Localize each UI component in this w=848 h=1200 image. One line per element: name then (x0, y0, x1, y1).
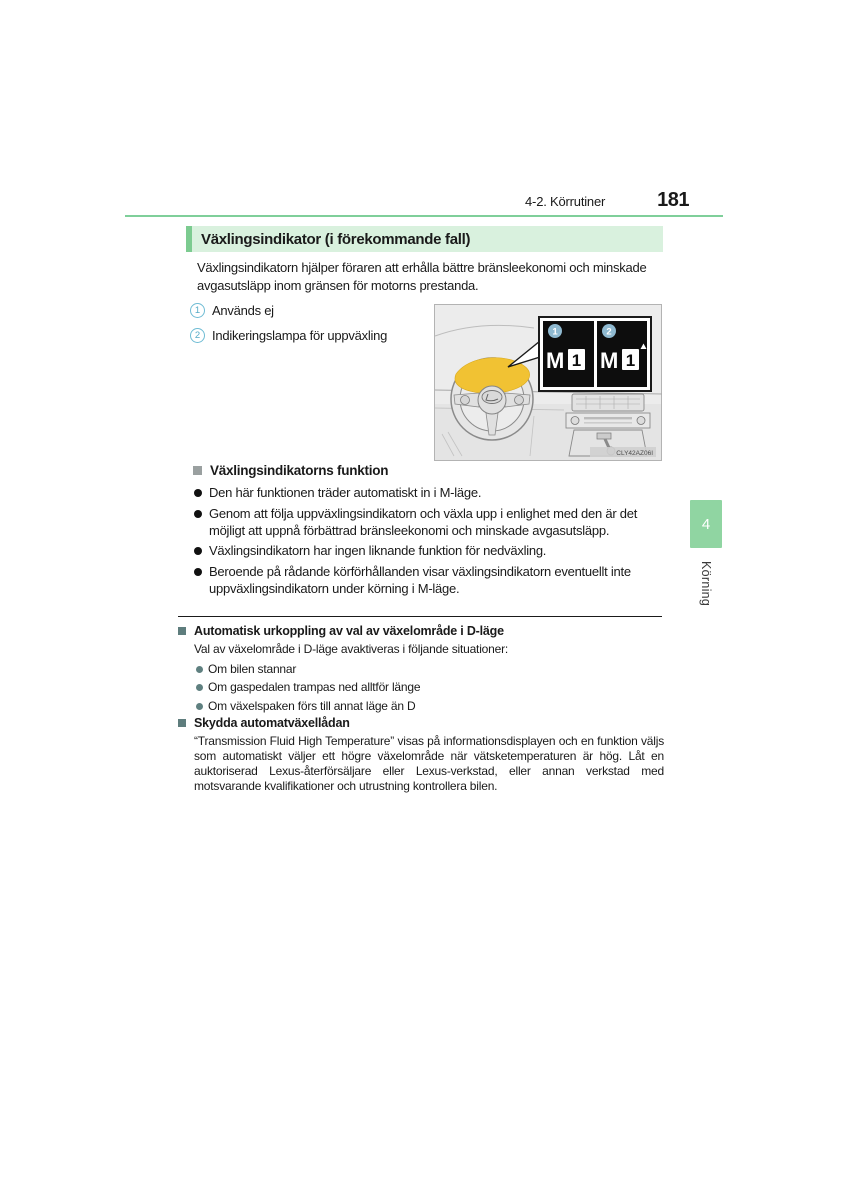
figure-callout-number-1: 1 (552, 326, 558, 338)
bullet-item: Genom att följa uppväxlingsindikatorn och växla upp i enlighet med den är det möjligt att uppnå förbättrad bränsleekonomi och minskade avgasutsläpp. (193, 505, 663, 539)
display-left-letter: M (546, 348, 565, 373)
chapter-tab (690, 500, 722, 548)
legend-text-1: Används ej (212, 303, 274, 318)
steering-wheel (451, 358, 533, 440)
lexus-emblem (482, 391, 502, 404)
chapter-number: 4 (701, 515, 711, 533)
shift-indicator-callout (539, 317, 651, 391)
section-2-bullet-list (178, 662, 664, 714)
bullet-item: Växlingsindikatorn har ingen liknande funktion för nedväxling. (193, 542, 663, 559)
section-3-heading: Skydda automatväxellådan (178, 716, 664, 730)
dashboard-figure-svg (434, 304, 662, 461)
section-protect-transmission (178, 716, 664, 794)
figure-image-code: CLY42AZ06I (616, 449, 653, 457)
display-right-letter: M (600, 348, 619, 373)
display-right-gear: 1 (625, 351, 636, 370)
bullet-item: Om växelspaken förs till annat läge än D (196, 699, 664, 714)
section-2-heading: Automatisk urkoppling av val av växelområde i D-läge (178, 624, 664, 638)
center-console (566, 394, 650, 456)
bullet-item: Den här funktionen träder automatiskt in i M-läge. (193, 484, 663, 501)
circled-number-1: 1 (190, 303, 205, 318)
page-number: 181 (657, 189, 689, 211)
section-1-bullet-list (193, 484, 663, 597)
bullet-item: Beroende på rådande körförhållanden visar växlingsindikatorn eventuellt inte uppväxlingsindikatorn under körning i M-läge. (193, 563, 663, 597)
header-rule (125, 215, 723, 217)
section-title: Växlingsindikator (i förekommande fall) (201, 230, 471, 248)
section-auto-deactivation (178, 624, 664, 717)
section-shift-indicator-function (193, 463, 663, 600)
section-3-body: “Transmission Fluid High Temperature” visas på informationsdisplayen och en funktion väljs som automatiskt väljer ett högre växelområde när vätsketemperaturen är hög. Låt en auktoriserad Lexus-återförsäljare eller Lexus-verkstad, eller annan verkstad med motsvarande kvalifikationer och utrustning kontrollera bilen. (194, 734, 664, 793)
section-divider (178, 616, 662, 617)
bullet-item: Om bilen stannar (196, 662, 664, 677)
section-2-intro: Val av växelområde i D-läge avaktiveras i följande situationer: (194, 642, 509, 656)
intro-paragraph: Växlingsindikatorn hjälper föraren att erhålla bättre bränsleekonomi och minskade avgasutsläpp inom gränsen för motorns prestanda. (197, 260, 647, 293)
dashboard-illustration (434, 304, 662, 461)
section-title-bar (186, 226, 663, 252)
header-section-title: 4-2. Körrutiner (525, 194, 606, 209)
bullet-item: Om gaspedalen trampas ned alltför länge (196, 680, 664, 695)
legend-item-1 (190, 303, 274, 318)
display-left-gear: 1 (571, 351, 582, 370)
chapter-label-vertical: Körning (699, 561, 713, 607)
figure-callout-number-2: 2 (606, 326, 612, 338)
page-header (125, 189, 723, 212)
circled-number-2: 2 (190, 328, 205, 343)
section-1-heading: Växlingsindikatorns funktion (193, 463, 663, 478)
legend-item-2 (190, 328, 387, 343)
legend-text-2: Indikeringslampa för uppväxling (212, 328, 388, 343)
